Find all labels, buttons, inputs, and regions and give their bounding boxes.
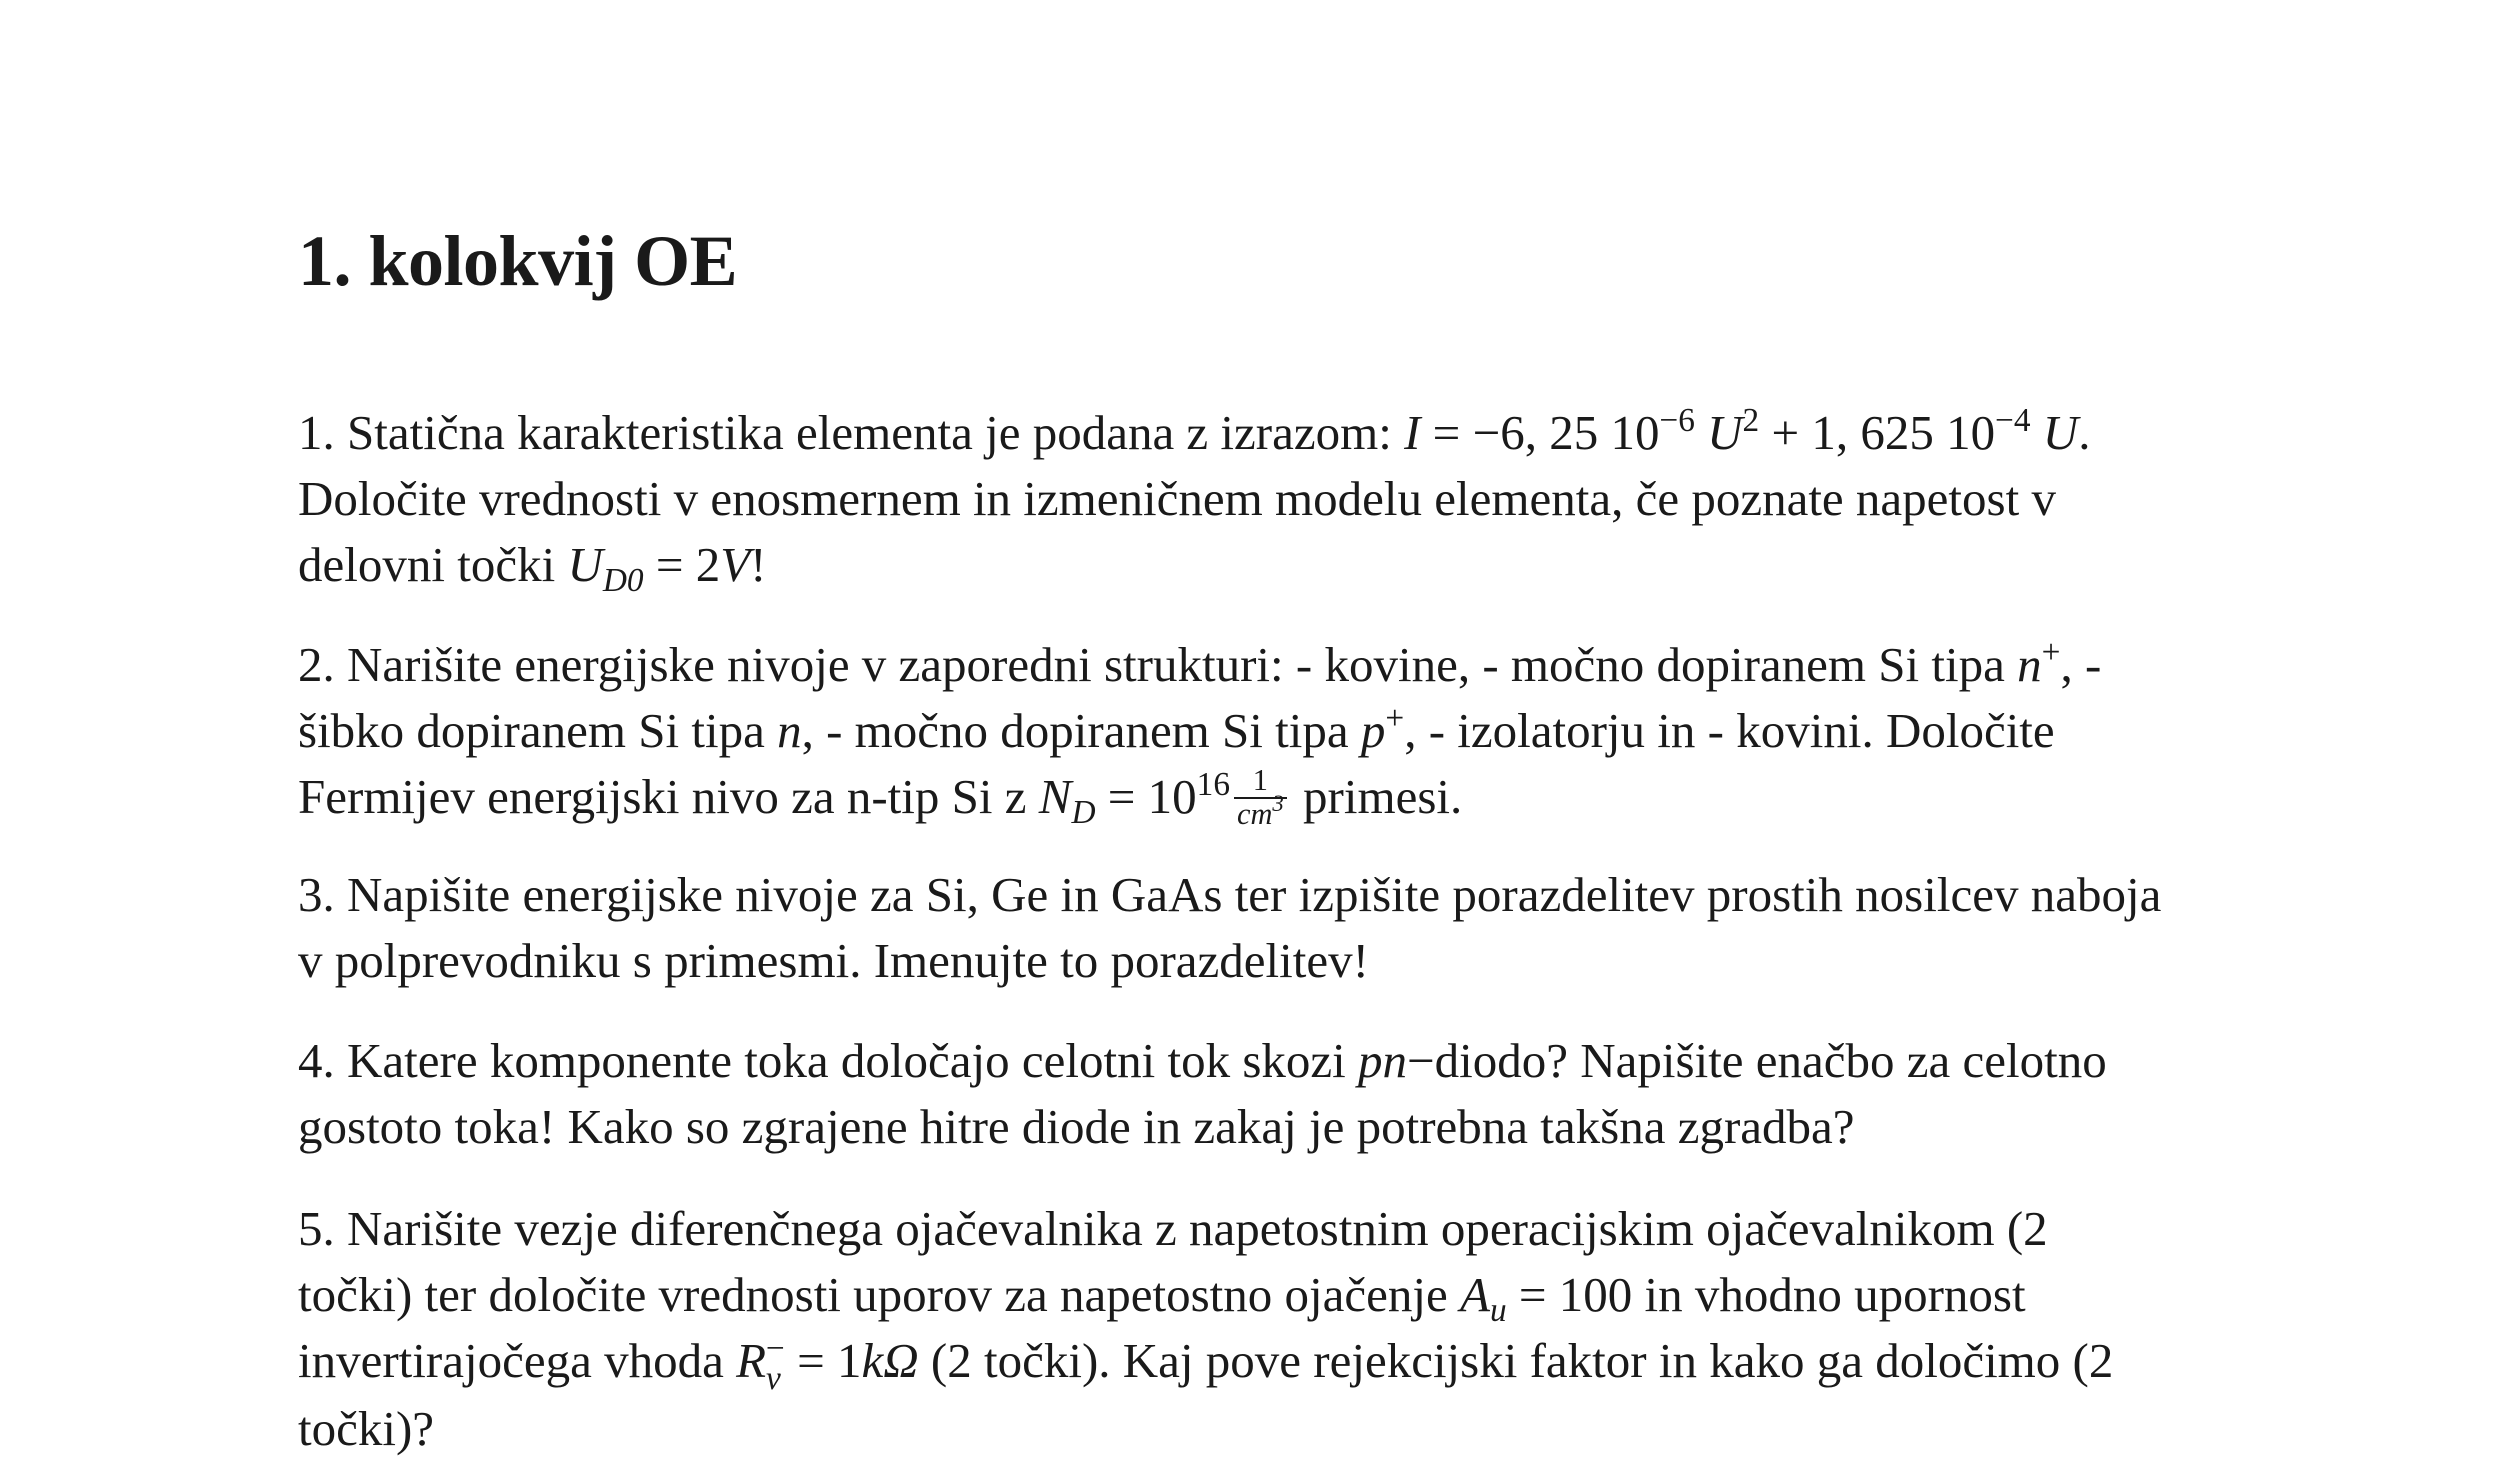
problem-2-line-3: Fermijev energijski nivo za n-tip Si z $N_D = 10^{16}$ $\frac{1}{cm^3}$ primesi. bbox=[298, 762, 1463, 831]
problem-5-line-4: točki)? bbox=[298, 1400, 435, 1456]
problem-number: 4. bbox=[298, 1033, 335, 1088]
problem-3-line-1: 3. Napišite energijske nivoje za Si, Ge in GaAs ter izpišite porazdelitev prostih nosilcev naboja bbox=[298, 867, 2162, 922]
problem-number: 2. bbox=[298, 637, 335, 692]
problem-number: 5. bbox=[298, 1201, 335, 1256]
problem-text: Statična karakteristika elementa je podana z izrazom: bbox=[347, 405, 1392, 460]
problem-4 bbox=[298, 1028, 2218, 1160]
problem-5-line-1: 5. Narišite vezje diferenčnega ojačevalnika z napetostnim operacijskim ojačevalnikom (2 bbox=[298, 1201, 2048, 1256]
formula: I = −6, 25 $10^{-6}$ $U^2 + 1$, 625 $10^{-4}$ U. bbox=[1404, 401, 2091, 460]
problem-5 bbox=[298, 1196, 2218, 1462]
problem-2-line-2: šibko dopiranem Si tipa n, - močno dopiranem Si tipa p+, - izolatorju in - kovini. Določite bbox=[298, 699, 2055, 758]
problem-5-line-2: točki) ter določite vrednosti uporov za napetostno ojačenje $A_u = 100$ in vhodno upornost bbox=[298, 1267, 2026, 1329]
problem-5-line-3: invertirajočega vhoda R − v = 1kΩ (2 točki). Kaj pove rejekcijski faktor in kako ga določimo (2 bbox=[298, 1329, 2114, 1397]
problem-1-line-2: Določite vrednosti v enosmernem in izmeničnem modelu elementa, če poznate napetost v bbox=[298, 471, 2056, 526]
problem-1-line-1 bbox=[298, 400, 2218, 466]
problem-4-line-1: 4. Katere komponente toka določajo celotni tok skozi pn−diodo? Napišite enačbo za celotno bbox=[298, 1033, 2107, 1088]
problem-4-line-2: gostoto toka! Kako so zgrajene hitre diode in zakaj je potrebna takšna zgradba? bbox=[298, 1099, 1855, 1154]
problem-number: 1. bbox=[298, 405, 335, 460]
problem-3 bbox=[298, 862, 2218, 994]
page-title: 1. kolokvij OE bbox=[298, 221, 738, 301]
problem-2-line-1: 2. Narišite energijske nivoje v zaporedni strukturi: - kovine, - močno dopiranem Si tipa n+, - bbox=[298, 633, 2102, 692]
problem-3-line-2: v polprevodniku s primesmi. Imenujte to porazdelitev! bbox=[298, 933, 1369, 988]
problem-2 bbox=[298, 632, 2218, 835]
fraction: $\frac{1}{cm^3}$ bbox=[1234, 765, 1287, 831]
problem-1 bbox=[298, 400, 2218, 598]
problem-1-line-3: delovni točki $U_{D0} = 2V$! bbox=[298, 537, 767, 599]
problem-number: 3. bbox=[298, 867, 335, 922]
